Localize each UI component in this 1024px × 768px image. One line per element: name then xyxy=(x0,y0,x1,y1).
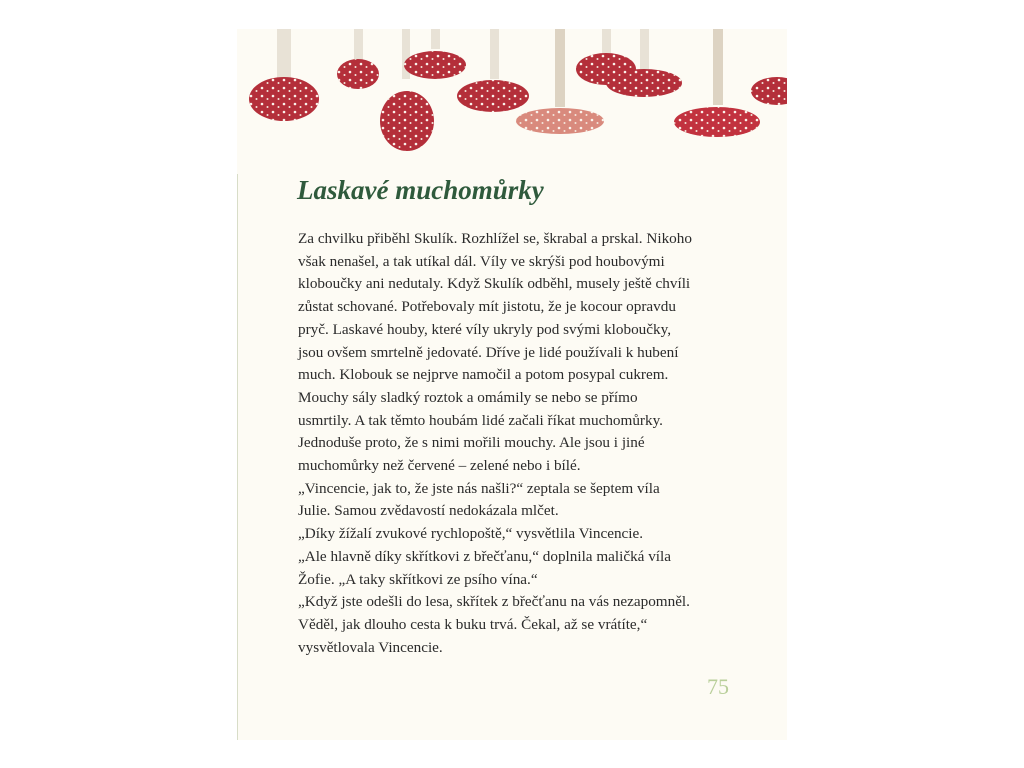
chapter-title: Laskavé muchomůrky xyxy=(297,175,544,205)
text-line: jsou ovšem smrtelně jedovaté. Dříve je lidé používali k hubení xyxy=(298,343,679,361)
text-line: pryč. Laskavé houby, které víly ukryly pod svými kloboučky, xyxy=(298,320,672,338)
page-edge xyxy=(237,174,238,740)
text-line: „Vincencie, jak to, že jste nás našli?“ zeptala se šeptem víla xyxy=(298,479,660,497)
book-page xyxy=(237,29,787,740)
text-line: Mouchy sály sladký roztok a omámily se nebo se přímo xyxy=(298,388,638,406)
text-line: „Díky žížalí zvukové rychlopoště,“ vysvětlila Vincencie. xyxy=(298,525,644,543)
text-line: Julie. Samou zvědavostí nedokázala mlčet. xyxy=(298,502,559,520)
text-line: Jednoduše proto, že s nimi mořili mouchy. Ale jsou i jiné xyxy=(298,434,645,452)
text-line: „Když jste odešli do lesa, skřítek z břečťanu na vás nezapomněl. xyxy=(298,593,690,611)
text-line: muchomůrky než červené – zelené nebo i bílé. xyxy=(298,457,581,475)
fly-agaric-mushrooms-icon xyxy=(237,29,787,159)
text-line: much. Klobouk se nejprve namočil a potom posypal cukrem. xyxy=(298,366,669,384)
page-number: 75 xyxy=(707,674,729,699)
text-line: Věděl, jak dlouho cesta k buku trvá. Čekal, až se vrátíte,“ xyxy=(298,615,648,633)
text-line: Za chvilku přiběhl Skulík. Rozhlížel se, škrabal a prskal. Nikoho xyxy=(298,230,692,247)
text-line: však nenašel, a tak utíkal dál. Víly ve skrýši pod houbovými xyxy=(298,252,665,270)
text-line: vysvětlovala Vincencie. xyxy=(298,638,443,656)
text-line: „Ale hlavně díky skřítkovi z břečťanu,“ doplnila maličká víla xyxy=(298,547,671,565)
text-line: usmrtily. A tak těmto houbám lidé začali říkat muchomůrky. xyxy=(298,411,663,429)
text-line: Žofie. „A taky skřítkovi ze psího vína.“ xyxy=(298,570,538,588)
text-line: kloboučky ani nedutaly. Když Skulík odběhl, musely ještě chvíli xyxy=(298,275,691,293)
text-line: zůstat schované. Potřebovaly mít jistotu, že je kocour opravdu xyxy=(298,298,676,316)
body-text xyxy=(298,228,758,659)
